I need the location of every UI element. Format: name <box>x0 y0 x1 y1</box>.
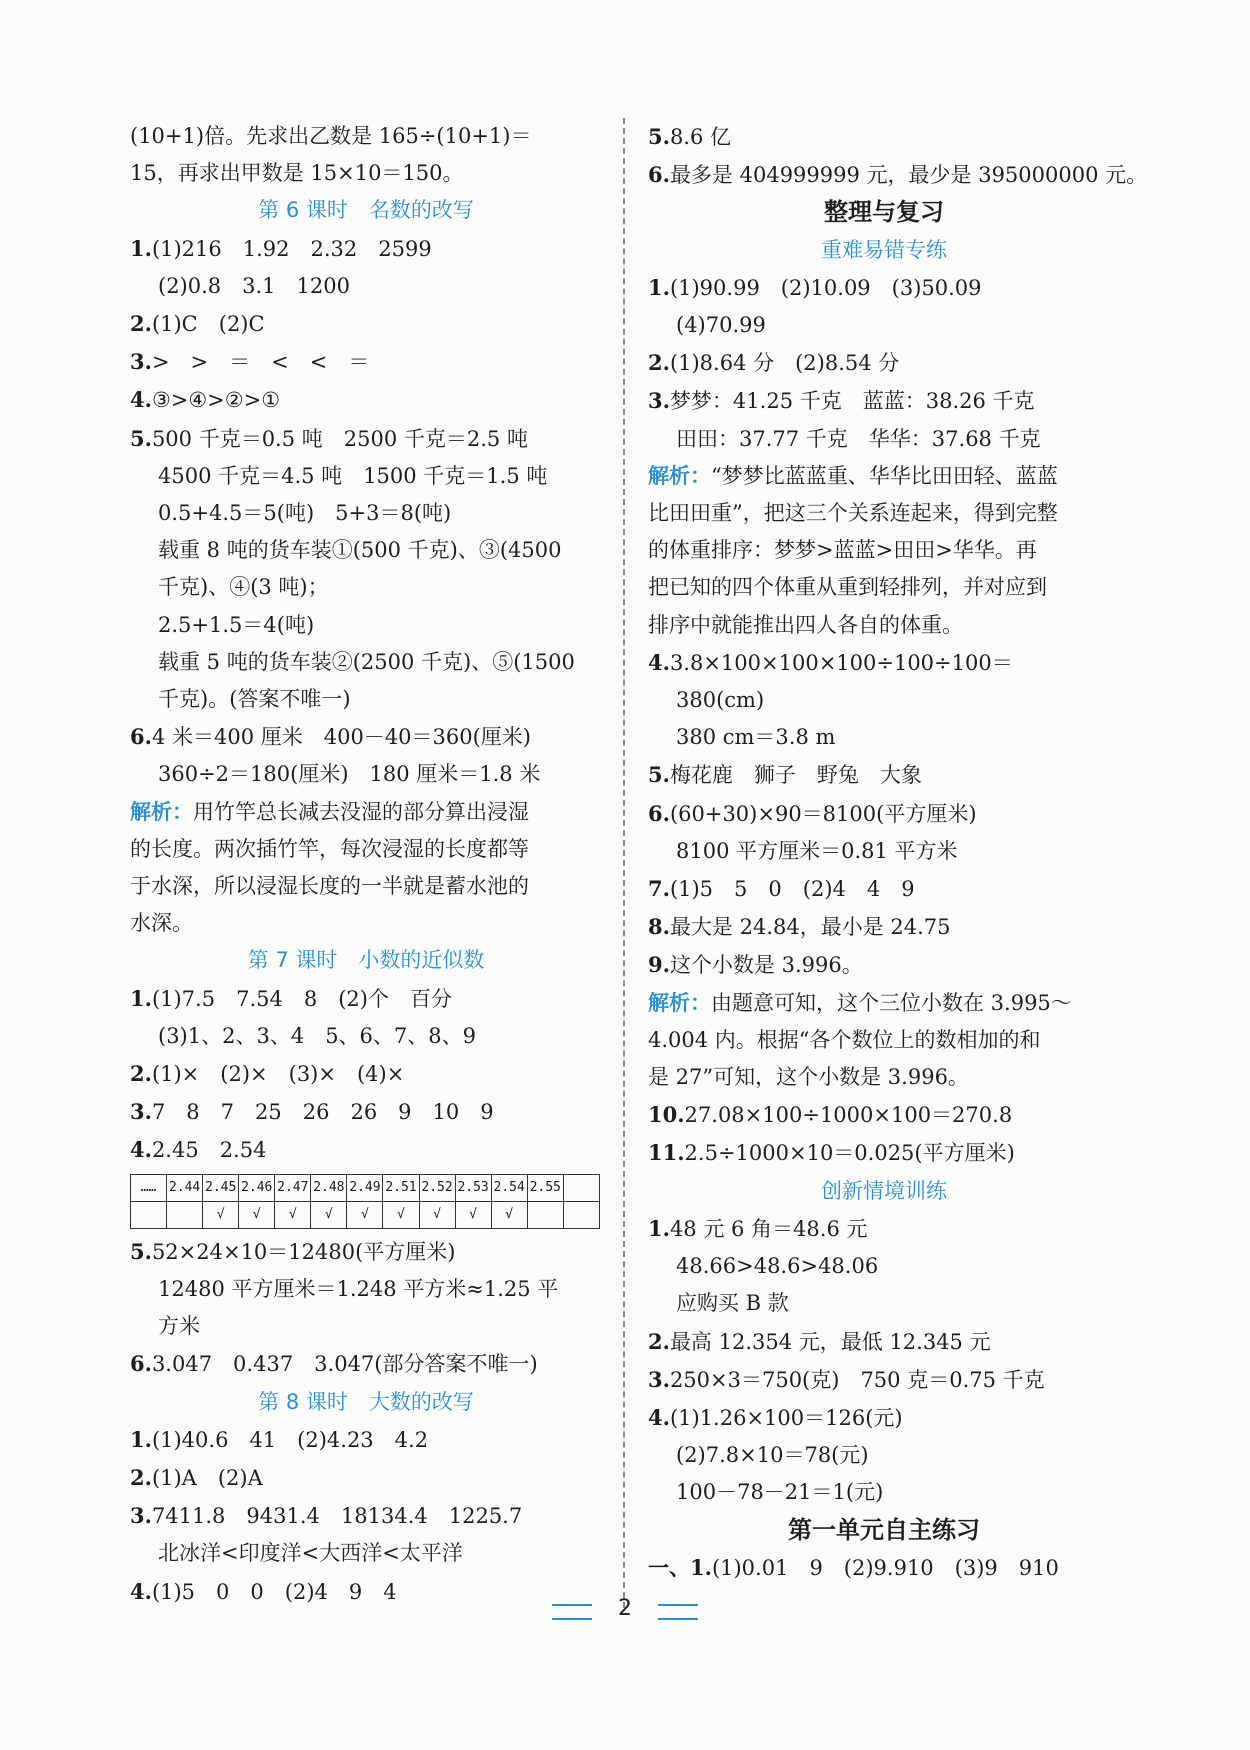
chapter-heading: 第一单元自主练习 <box>788 1515 980 1544</box>
table-cell <box>527 1201 563 1228</box>
answer-continuation: (2)0.8 3.1 1200 <box>158 273 350 298</box>
section-heading: 创新情境训练 <box>821 1178 947 1203</box>
answer-continuation: (2)7.8×10＝78(元) <box>676 1443 869 1468</box>
question-number: 3. <box>130 1099 152 1125</box>
answer-continuation: 12480 平方厘米＝1.248 平方米≈1.25 平 <box>158 1276 559 1301</box>
text-line: 15，再求出甲数是 15×10＝150。 <box>130 161 464 186</box>
question-number: 1. <box>130 235 152 261</box>
answer-line <box>648 118 1120 156</box>
question-number: 5. <box>648 124 670 149</box>
analysis-line <box>648 985 1120 1022</box>
question-number: 3. <box>130 1503 152 1529</box>
analysis-label: 解析： <box>130 799 193 824</box>
answer-line <box>648 756 1120 794</box>
table-cell: √ <box>491 1201 527 1228</box>
answer-continuation: 应购买 B 款 <box>676 1291 789 1316</box>
answer-continuation: 北冰洋<印度洋<大西洋<太平洋 <box>158 1541 463 1566</box>
analysis-text: 用竹竿总长减去没湿的部分算出浸湿 <box>193 799 529 824</box>
answer-continuation: 载重 8 吨的货车装①(500 千克)、③(4500 <box>158 538 562 563</box>
question-number: 5. <box>130 1238 152 1264</box>
answer-continuation: 100－78－21＝1(元) <box>676 1480 884 1505</box>
question-number: 5. <box>648 762 670 788</box>
answer-text: ③>④>②>① <box>151 388 281 413</box>
answer-text: 52×24×10＝12480(平方厘米) <box>151 1239 456 1264</box>
text-line: 4.004 内。根据“各个数位上的数相加的和 <box>648 1027 1041 1052</box>
text-line: 的长度。两次插竹竿，每次浸湿的长度都等 <box>130 836 529 861</box>
answer-text: 3.047 0.437 3.047(部分答案不唯一) <box>151 1352 538 1377</box>
table-cell: √ <box>383 1201 419 1228</box>
question-number: 一、1. <box>648 1554 712 1580</box>
page-number: 2 <box>592 1596 658 1621</box>
table-cell: √ <box>239 1201 275 1228</box>
page-number-footer <box>0 1596 1250 1621</box>
answer-continuation: (3)1、2、3、4 5、6、7、8、9 <box>158 1023 476 1048</box>
answer-text: 最大是 24.84，最小是 24.75 <box>669 915 951 940</box>
table-cell: √ <box>455 1201 491 1228</box>
answer-text: 3.8×100×100×100÷100÷100＝ <box>669 650 1013 675</box>
answer-line <box>648 644 1120 682</box>
table-check-row <box>131 1201 600 1228</box>
answer-text: 8.6 亿 <box>669 125 732 149</box>
answer-text: (1)× (2)× (3)× (4)× <box>151 1062 405 1087</box>
left-column <box>130 118 602 1611</box>
question-number: 1. <box>130 985 152 1011</box>
answer-line <box>130 343 602 381</box>
question-number: 4. <box>130 1137 152 1163</box>
table-cell: …… <box>131 1174 167 1201</box>
section-heading: 重难易错专练 <box>821 237 947 262</box>
text-line: 是 27”可知，这个小数是 3.996。 <box>648 1065 969 1090</box>
table-cell: 2.48 <box>311 1174 347 1201</box>
answer-text: (1)A (2)A <box>151 1465 263 1490</box>
answer-continuation: 380(cm) <box>676 688 765 713</box>
answer-line <box>130 1459 602 1497</box>
section-heading: 第 6 课时 名数的改写 <box>258 198 474 223</box>
table-cell <box>167 1201 203 1228</box>
answer-line <box>648 1549 1120 1587</box>
text-line: 水深。 <box>130 911 193 936</box>
answer-continuation: 千克)、④(3 吨)； <box>158 575 329 600</box>
table-cell: 2.53 <box>455 1174 491 1201</box>
table-cell: √ <box>311 1201 347 1228</box>
text-line: 的体重排序：梦梦>蓝蓝>田田>华华。再 <box>648 538 1037 563</box>
answer-text: 4 米＝400 厘米 400－40＝360(厘米) <box>151 725 532 750</box>
question-number: 2. <box>130 311 152 337</box>
question-number: 1. <box>130 1426 152 1452</box>
question-number: 2. <box>130 1464 152 1490</box>
answer-text: 梦梦：41.25 千克 蓝蓝：38.26 千克 <box>669 389 1035 414</box>
question-number: 2. <box>648 1328 670 1354</box>
answer-text: 27.08×100÷1000×100＝270.8 <box>684 1103 1013 1128</box>
analysis-text: 由题意可知，这个三位小数在 3.995～ <box>711 990 1072 1015</box>
answer-continuation: 2.5+1.5＝4(吨) <box>158 612 315 637</box>
section-heading: 第 7 课时 小数的近似数 <box>247 948 485 973</box>
question-number: 11. <box>648 1140 685 1166</box>
text-line: (10+1)倍。先求出乙数是 165÷(10+1)＝ <box>130 124 532 148</box>
answer-continuation: (4)70.99 <box>676 313 766 338</box>
answer-line <box>648 1134 1120 1172</box>
table-cell: 2.52 <box>419 1174 455 1201</box>
question-number: 4. <box>648 649 670 675</box>
answer-continuation: 千克)。(答案不唯一) <box>158 687 351 712</box>
answer-line <box>648 1399 1120 1437</box>
analysis-label: 解析： <box>648 990 711 1015</box>
table-cell: 2.45 <box>203 1174 239 1201</box>
question-number: 10. <box>648 1102 685 1128</box>
answer-line <box>648 1096 1120 1134</box>
analysis-line <box>130 794 602 831</box>
answer-text: 梅花鹿 狮子 野兔 大象 <box>669 763 922 788</box>
question-number: 6. <box>648 162 670 188</box>
answer-continuation: 4500 千克＝4.5 吨 1500 千克＝1.5 吨 <box>158 463 548 488</box>
answer-line <box>648 156 1148 194</box>
answer-continuation: 360÷2＝180(厘米) 180 厘米＝1.8 米 <box>158 762 541 787</box>
rounding-table <box>130 1174 600 1229</box>
chapter-heading: 整理与复习 <box>824 198 944 227</box>
answer-line <box>130 420 602 458</box>
column-divider <box>623 118 625 1608</box>
table-cell <box>563 1174 599 1201</box>
text-line: 排序中就能推出四人各自的体重。 <box>648 612 963 637</box>
answer-text: (1)7.5 7.54 8 (2)个 百分 <box>151 986 452 1011</box>
answer-text: 7 8 7 25 26 26 9 10 9 <box>151 1100 494 1125</box>
answer-continuation: 田田：37.77 千克 华华：37.68 千克 <box>676 426 1041 451</box>
answer-text: (1)5 5 0 (2)4 4 9 <box>669 877 915 902</box>
table-cell <box>563 1201 599 1228</box>
question-number: 2. <box>648 350 670 376</box>
question-number: 3. <box>648 388 670 414</box>
question-number: 1. <box>648 274 670 300</box>
text-line: 比田田重”，把这三个关系连起来，得到完整 <box>648 501 1058 526</box>
answer-line <box>648 870 1120 908</box>
answer-continuation: 48.66>48.6>48.06 <box>676 1254 879 1279</box>
analysis-label: 解析： <box>648 463 711 488</box>
answer-text: (1)1.26×100＝126(元) <box>669 1405 903 1430</box>
table-cell: √ <box>203 1201 239 1228</box>
table-cell: 2.47 <box>275 1174 311 1201</box>
question-number: 3. <box>648 1366 670 1392</box>
answer-continuation: 8100 平方厘米＝0.81 平方米 <box>676 838 958 863</box>
table-cell: 2.55 <box>527 1174 563 1201</box>
answer-line <box>130 1497 602 1535</box>
answer-text: 这个小数是 3.996。 <box>669 953 863 978</box>
answer-text: 最高 12.354 元，最低 12.345 元 <box>669 1329 991 1354</box>
answer-continuation: 方米 <box>158 1314 200 1339</box>
answer-text: (1)C (2)C <box>151 312 265 337</box>
answer-line <box>130 1345 602 1383</box>
answer-text: (1)8.64 分 (2)8.54 分 <box>669 351 900 376</box>
question-number: 4. <box>130 1578 152 1604</box>
question-number: 7. <box>648 876 670 902</box>
answer-text: (1)90.99 (2)10.09 (3)50.09 <box>669 275 982 300</box>
answer-line <box>130 1093 602 1131</box>
answer-line <box>130 980 602 1018</box>
answer-line <box>648 1323 1120 1361</box>
answer-text: > > ＝ < < ＝ <box>151 350 370 375</box>
table-cell: √ <box>419 1201 455 1228</box>
question-number: 1. <box>648 1215 670 1241</box>
answer-line <box>130 230 602 268</box>
question-number: 3. <box>130 349 152 375</box>
answer-text: (1)40.6 41 (2)4.23 4.2 <box>151 1427 429 1452</box>
answer-text: 500 千克＝0.5 吨 2500 千克＝2.5 吨 <box>151 426 528 451</box>
table-cell <box>131 1201 167 1228</box>
answer-text: 7411.8 9431.4 18134.4 1225.7 <box>151 1504 523 1529</box>
question-number: 8. <box>648 914 670 940</box>
section-heading: 第 8 课时 大数的改写 <box>258 1389 474 1414</box>
answer-text: (1)216 1.92 2.32 2599 <box>151 236 432 261</box>
answer-continuation: 0.5+4.5＝5(吨) 5+3＝8(吨) <box>158 501 452 526</box>
table-cell: 2.46 <box>239 1174 275 1201</box>
analysis-line <box>648 458 1120 495</box>
question-number: 4. <box>130 387 152 413</box>
question-number: 6. <box>130 724 152 750</box>
answer-line <box>130 1421 602 1459</box>
answer-line <box>648 1210 1120 1248</box>
answer-line <box>130 718 602 756</box>
question-number: 5. <box>130 425 152 451</box>
right-column <box>648 118 1148 1587</box>
answer-text: 2.45 2.54 <box>151 1138 267 1163</box>
answer-text: 250×3＝750(克) 750 克＝0.75 千克 <box>669 1367 1045 1392</box>
answer-line <box>648 1361 1120 1399</box>
answer-continuation: 380 cm＝3.8 m <box>676 725 836 750</box>
text-line: 把已知的四个体重从重到轻排列，并对应到 <box>648 575 1047 600</box>
table-header-row <box>131 1174 600 1201</box>
question-number: 4. <box>648 1404 670 1430</box>
answer-text: 2.5÷1000×10＝0.025(平方厘米) <box>684 1141 1015 1166</box>
answer-text: 最多是 404999999 元，最少是 395000000 元。 <box>669 163 1148 188</box>
analysis-text: “梦梦比蓝蓝重、华华比田田轻、蓝蓝 <box>711 463 1058 488</box>
question-number: 6. <box>648 800 670 826</box>
table-cell: 2.49 <box>347 1174 383 1201</box>
table-cell: √ <box>347 1201 383 1228</box>
answer-line <box>130 1055 602 1093</box>
text-line: 于水深，所以浸湿长度的一半就是蓄水池的 <box>130 874 529 899</box>
answer-line <box>648 795 1120 833</box>
answer-text: (60+30)×90＝8100(平方厘米) <box>669 801 977 826</box>
answer-line <box>130 381 602 419</box>
answer-line <box>648 344 1120 382</box>
answer-text: 48 元 6 角＝48.6 元 <box>669 1216 868 1241</box>
table-cell: √ <box>275 1201 311 1228</box>
answer-continuation: 载重 5 吨的货车装②(2500 千克)、⑤(1500 <box>158 649 575 674</box>
question-number: 2. <box>130 1061 152 1087</box>
answer-text: (1)0.01 9 (2)9.910 (3)9 910 <box>711 1555 1059 1580</box>
answer-line <box>648 382 1120 420</box>
question-number: 6. <box>130 1351 152 1377</box>
answer-line <box>130 1233 602 1271</box>
table-cell: 2.54 <box>491 1174 527 1201</box>
answer-text: (1)5 0 0 (2)4 9 4 <box>151 1579 397 1604</box>
answer-line <box>130 1131 602 1169</box>
table-cell: 2.51 <box>383 1174 419 1201</box>
answer-line <box>648 269 1120 307</box>
answer-line <box>648 908 1120 946</box>
table-cell: 2.44 <box>167 1174 203 1201</box>
question-number: 9. <box>648 952 670 978</box>
answer-line <box>648 946 1120 984</box>
answer-line <box>130 305 602 343</box>
